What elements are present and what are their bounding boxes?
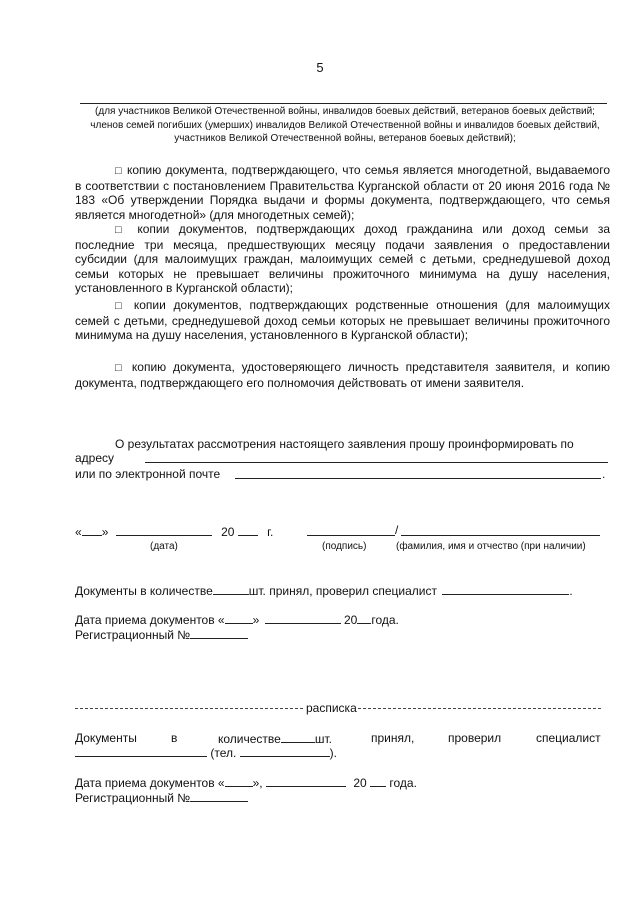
- cut-line-right: [358, 708, 601, 709]
- receipt-specialist-field[interactable]: [75, 745, 207, 757]
- year-suffix: года.: [371, 613, 399, 627]
- quote-close: »: [101, 525, 109, 539]
- reg-number-field[interactable]: [190, 627, 248, 639]
- phone-field[interactable]: [240, 745, 330, 757]
- full-name-field[interactable]: [401, 524, 600, 536]
- tel-open: (тел.: [210, 746, 237, 760]
- address-label: адресу: [75, 451, 115, 465]
- list-item: [75, 163, 610, 222]
- receipt-reg-label: Регистрационный №: [75, 791, 191, 805]
- item-text: копии документов, подтверждающих доход гражданина или доход семьи за последние три месяца, предшествующих месяцу подачи заявления о предоставлении субсидии (для малоимущих граждан, малоимущих семей с детьми, среднедушевой доход семьи которых не превышает величины прожиточного минимума на душу населения, установленного в Курганской области);: [75, 222, 610, 296]
- signature-field[interactable]: [307, 524, 395, 536]
- page-number: 5: [316, 60, 324, 75]
- month-field[interactable]: [116, 524, 212, 536]
- checkbox-icon[interactable]: □: [115, 300, 127, 312]
- reg-number-label: Регистрационный №: [75, 628, 191, 642]
- documents-count-label: Документы в количестве: [75, 584, 213, 598]
- checkbox-icon[interactable]: □: [115, 362, 126, 374]
- receipt-in: в: [171, 731, 178, 745]
- year-suffix: г.: [267, 525, 274, 539]
- receipt-quantity: количестве: [218, 732, 281, 746]
- year-prefix: 20: [353, 776, 367, 790]
- year-field[interactable]: [357, 612, 371, 624]
- quote-open: «: [75, 525, 82, 539]
- receipt-pcs: шт.: [314, 732, 332, 746]
- comma: ,: [259, 776, 263, 790]
- signature-caption: (подпись): [322, 541, 367, 552]
- quote-close: »: [252, 613, 260, 627]
- month-field[interactable]: [265, 612, 341, 624]
- year-field[interactable]: [238, 524, 258, 536]
- list-item: [75, 222, 610, 296]
- receipt-checked: проверил: [448, 731, 502, 745]
- top-rule: [80, 103, 607, 104]
- receipt-reg-field[interactable]: [190, 790, 248, 802]
- day-field[interactable]: [82, 524, 102, 536]
- specialist-field[interactable]: [442, 583, 569, 595]
- address-field[interactable]: [145, 451, 608, 463]
- receipt-accepted: принял,: [371, 731, 415, 745]
- quote-close: »: [252, 776, 260, 790]
- notify-text: О результатах рассмотрения настоящего заявления прошу проинформировать по: [115, 437, 574, 451]
- receipt-specialist: специалист: [536, 731, 601, 745]
- receipt-date-label: Дата приема документов «: [75, 776, 225, 790]
- count-field[interactable]: [213, 583, 249, 595]
- accepted-label: шт. принял, проверил специалист: [248, 584, 437, 598]
- slash: /: [395, 523, 399, 537]
- year-suffix: года.: [389, 776, 417, 790]
- receipt-title: расписка: [306, 701, 357, 715]
- month-field[interactable]: [266, 775, 346, 787]
- checkbox-icon[interactable]: □: [115, 165, 123, 177]
- end-dot: .: [569, 584, 573, 598]
- list-item: [75, 298, 610, 343]
- item-text: копию документа, удостоверяющего личность представителя заявителя, и копию документа, подтверждающего его полномочия действовать от имени заявителя.: [75, 360, 610, 390]
- date-caption: (дата): [150, 541, 178, 552]
- category-note: (для участников Великой Отечественной войны, инвалидов боевых действий, ветеранов боевых действий; членов семей погибших (умерших) инвалидов Великой Отечественной войны и инвалидов боевых действий, участников Великой Отечественной войны, ветеранов боевых действий);: [90, 106, 600, 144]
- cut-line-left: [75, 708, 303, 709]
- email-end: .: [602, 467, 606, 481]
- tel-close: ).: [329, 746, 337, 760]
- year-field[interactable]: [370, 775, 386, 787]
- item-text: копии документов, подтверждающих родственные отношения (для малоимущих семей с детьми, среднедушевой доход семьи которых не превышает величины прожиточного минимума на душу населения, установленного в Курганской области);: [75, 298, 610, 343]
- item-text: копию документа, подтверждающего, что семья является многодетной, выдаваемого в соответствии с постановлением Правительства Курганской области от 20 июня 2016 года № 183 «Об утверждении Порядка выдачи и формы документа, подтверждающего, что семья является многодетной» (для многодетных семей);: [75, 163, 610, 222]
- year-prefix: 20: [343, 613, 358, 627]
- list-item: [75, 360, 610, 390]
- name-caption: (фамилия, имя и отчество (при наличии): [396, 541, 586, 552]
- receipt-documents: Документы: [75, 731, 137, 745]
- receipt-count-field[interactable]: [281, 731, 315, 743]
- day-field[interactable]: [225, 612, 253, 624]
- year-prefix: 20: [221, 525, 235, 539]
- day-field[interactable]: [225, 775, 253, 787]
- date-received-label: Дата приема документов «: [75, 613, 225, 627]
- checkbox-icon[interactable]: □: [115, 224, 128, 236]
- email-label: или по электронной почте: [75, 467, 221, 481]
- email-field[interactable]: [235, 467, 601, 479]
